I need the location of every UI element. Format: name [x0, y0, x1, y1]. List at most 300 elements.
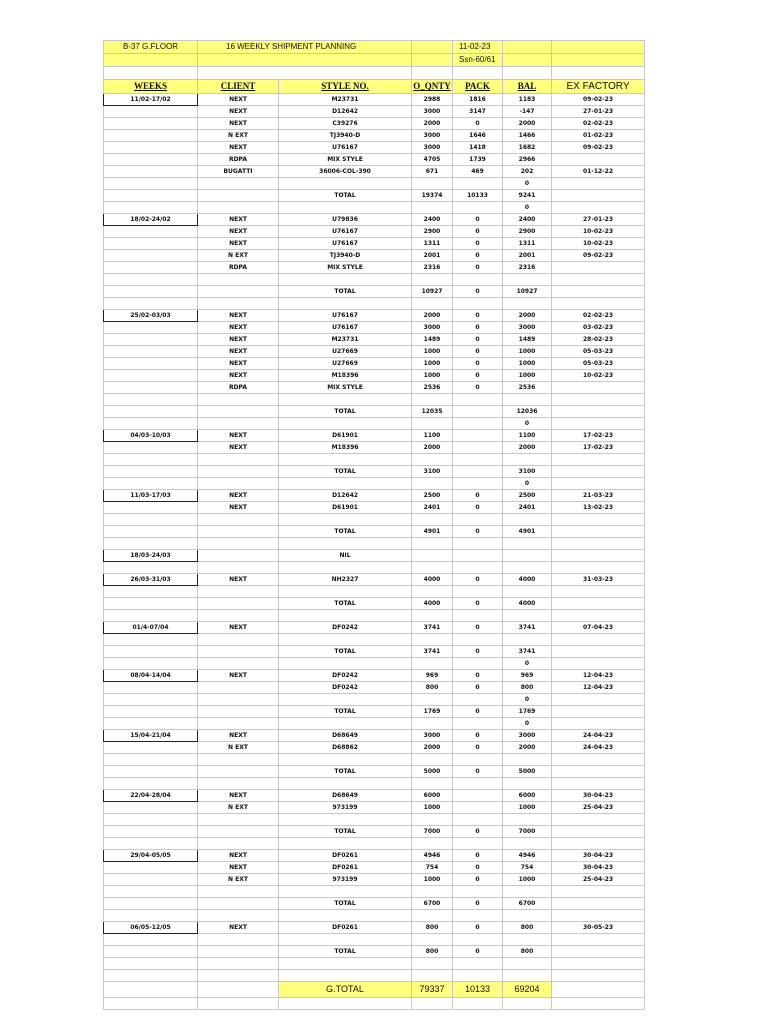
- cell-qty[interactable]: [412, 634, 453, 646]
- cell-style[interactable]: D12642: [279, 490, 412, 502]
- cell-pack[interactable]: [453, 814, 503, 826]
- cell-exfactory[interactable]: [552, 958, 645, 970]
- cell-exfactory[interactable]: 02-02-23: [552, 118, 645, 130]
- cell-week[interactable]: [104, 838, 198, 850]
- cell-client[interactable]: [198, 526, 279, 538]
- cell-style[interactable]: [279, 586, 412, 598]
- cell-exfactory[interactable]: [552, 718, 645, 730]
- cell-qty[interactable]: 1000: [412, 874, 453, 886]
- cell-bal[interactable]: 10927: [503, 286, 552, 298]
- cell-week[interactable]: [104, 154, 198, 166]
- cell-exfactory[interactable]: 21-03-23: [552, 490, 645, 502]
- cell-client[interactable]: NEXT: [198, 358, 279, 370]
- cell-qty[interactable]: 3000: [412, 730, 453, 742]
- empty-cell[interactable]: [503, 67, 552, 80]
- cell-week[interactable]: [104, 694, 198, 706]
- cell-qty[interactable]: [412, 958, 453, 970]
- cell-qty[interactable]: [412, 838, 453, 850]
- cell-bal[interactable]: 6700: [503, 898, 552, 910]
- cell-week[interactable]: [104, 406, 198, 418]
- cell-style[interactable]: NH2327: [279, 574, 412, 586]
- cell-pack[interactable]: 1418: [453, 142, 503, 154]
- cell-pack[interactable]: [453, 406, 503, 418]
- cell-week[interactable]: [104, 394, 198, 406]
- cell-exfactory[interactable]: [552, 646, 645, 658]
- cell-style[interactable]: [279, 514, 412, 526]
- cell-bal[interactable]: 1769: [503, 706, 552, 718]
- cell-pack[interactable]: 0: [453, 874, 503, 886]
- cell-style[interactable]: U76167: [279, 238, 412, 250]
- cell-qty[interactable]: 2001: [412, 250, 453, 262]
- cell-pack[interactable]: 0: [453, 670, 503, 682]
- cell-style[interactable]: M23731: [279, 334, 412, 346]
- cell-exfactory[interactable]: [552, 946, 645, 958]
- cell-qty[interactable]: 2988: [412, 94, 453, 106]
- cell-client[interactable]: NEXT: [198, 442, 279, 454]
- cell-bal[interactable]: [503, 754, 552, 766]
- cell-qty[interactable]: 800: [412, 922, 453, 934]
- cell-qty[interactable]: 3100: [412, 466, 453, 478]
- cell-qty[interactable]: [412, 754, 453, 766]
- cell-client[interactable]: [198, 826, 279, 838]
- cell-week[interactable]: [104, 142, 198, 154]
- cell-week[interactable]: 04/03-10/03: [104, 430, 198, 442]
- cell-client[interactable]: [198, 658, 279, 670]
- cell-pack[interactable]: [453, 430, 503, 442]
- col-bal-header[interactable]: BAL: [503, 80, 552, 94]
- cell-bal[interactable]: 2500: [503, 490, 552, 502]
- cell-bal[interactable]: 1682: [503, 142, 552, 154]
- cell-client[interactable]: NEXT: [198, 226, 279, 238]
- cell-bal[interactable]: 2536: [503, 382, 552, 394]
- cell-bal[interactable]: 1000: [503, 358, 552, 370]
- cell-bal[interactable]: [503, 838, 552, 850]
- cell-style[interactable]: [279, 274, 412, 286]
- cell-bal[interactable]: 0: [503, 718, 552, 730]
- cell-client[interactable]: [198, 514, 279, 526]
- cell-style[interactable]: [279, 394, 412, 406]
- cell-pack[interactable]: 0: [453, 946, 503, 958]
- cell-pack[interactable]: 0: [453, 922, 503, 934]
- empty-cell[interactable]: [552, 41, 645, 54]
- cell-client[interactable]: [198, 910, 279, 922]
- cell-qty[interactable]: 3000: [412, 322, 453, 334]
- cell-week[interactable]: [104, 658, 198, 670]
- cell-pack[interactable]: 0: [453, 490, 503, 502]
- cell-week[interactable]: [104, 322, 198, 334]
- cell-exfactory[interactable]: 30-04-23: [552, 850, 645, 862]
- cell-style[interactable]: [279, 658, 412, 670]
- cell-pack[interactable]: [453, 454, 503, 466]
- cell-week[interactable]: [104, 706, 198, 718]
- grand-total-bal[interactable]: 69204: [503, 982, 552, 998]
- cell-qty[interactable]: 7000: [412, 826, 453, 838]
- empty-cell[interactable]: [412, 998, 453, 1010]
- cell-style[interactable]: [279, 814, 412, 826]
- cell-qty[interactable]: 1769: [412, 706, 453, 718]
- cell-client[interactable]: NEXT: [198, 142, 279, 154]
- cell-week[interactable]: [104, 442, 198, 454]
- cell-style[interactable]: DF0242: [279, 682, 412, 694]
- cell-bal[interactable]: [503, 958, 552, 970]
- cell-style[interactable]: D68649: [279, 790, 412, 802]
- cell-exfactory[interactable]: 03-02-23: [552, 322, 645, 334]
- cell-week[interactable]: [104, 682, 198, 694]
- cell-exfactory[interactable]: [552, 514, 645, 526]
- cell-exfactory[interactable]: 25-04-23: [552, 802, 645, 814]
- cell-pack[interactable]: [453, 274, 503, 286]
- cell-pack[interactable]: 0: [453, 574, 503, 586]
- cell-pack[interactable]: 0: [453, 898, 503, 910]
- cell-bal[interactable]: 1311: [503, 238, 552, 250]
- cell-exfactory[interactable]: [552, 550, 645, 562]
- cell-client[interactable]: [198, 778, 279, 790]
- cell-qty[interactable]: [412, 562, 453, 574]
- cell-pack[interactable]: 0: [453, 226, 503, 238]
- cell-qty[interactable]: 3741: [412, 622, 453, 634]
- cell-pack[interactable]: 0: [453, 622, 503, 634]
- empty-cell[interactable]: [412, 67, 453, 80]
- cell-exfactory[interactable]: [552, 826, 645, 838]
- cell-week[interactable]: [104, 934, 198, 946]
- cell-pack[interactable]: [453, 514, 503, 526]
- cell-client[interactable]: [198, 814, 279, 826]
- cell-client[interactable]: N EXT: [198, 742, 279, 754]
- cell-week[interactable]: 15/04-21/04: [104, 730, 198, 742]
- cell-week[interactable]: [104, 766, 198, 778]
- cell-style[interactable]: M23731: [279, 94, 412, 106]
- cell-bal[interactable]: [503, 298, 552, 310]
- cell-style[interactable]: TOTAL: [279, 598, 412, 610]
- empty-cell[interactable]: [198, 982, 279, 998]
- cell-client[interactable]: NEXT: [198, 790, 279, 802]
- cell-client[interactable]: NEXT: [198, 118, 279, 130]
- cell-pack[interactable]: 10133: [453, 190, 503, 202]
- empty-cell[interactable]: [198, 998, 279, 1010]
- cell-client[interactable]: [198, 466, 279, 478]
- cell-qty[interactable]: 1000: [412, 370, 453, 382]
- cell-bal[interactable]: 3000: [503, 730, 552, 742]
- cell-week[interactable]: [104, 970, 198, 982]
- cell-exfactory[interactable]: 02-02-23: [552, 310, 645, 322]
- cell-client[interactable]: [198, 634, 279, 646]
- cell-week[interactable]: [104, 166, 198, 178]
- cell-bal[interactable]: 2966: [503, 154, 552, 166]
- cell-style[interactable]: DF0242: [279, 622, 412, 634]
- cell-style[interactable]: [279, 298, 412, 310]
- cell-exfactory[interactable]: 17-02-23: [552, 430, 645, 442]
- cell-exfactory[interactable]: [552, 190, 645, 202]
- cell-week[interactable]: 01/4-07/04: [104, 622, 198, 634]
- cell-style[interactable]: U79836: [279, 214, 412, 226]
- cell-style[interactable]: 36006-COL-390: [279, 166, 412, 178]
- cell-style[interactable]: MIX STYLE: [279, 382, 412, 394]
- cell-pack[interactable]: 0: [453, 646, 503, 658]
- cell-client[interactable]: [198, 586, 279, 598]
- cell-bal[interactable]: 1000: [503, 802, 552, 814]
- cell-pack[interactable]: [453, 838, 503, 850]
- cell-client[interactable]: [198, 274, 279, 286]
- cell-client[interactable]: [198, 406, 279, 418]
- cell-qty[interactable]: [412, 178, 453, 190]
- cell-style[interactable]: [279, 718, 412, 730]
- cell-week[interactable]: 06/05-12/05: [104, 922, 198, 934]
- cell-week[interactable]: [104, 514, 198, 526]
- cell-bal[interactable]: 4901: [503, 526, 552, 538]
- cell-client[interactable]: N EXT: [198, 250, 279, 262]
- cell-pack[interactable]: 0: [453, 358, 503, 370]
- cell-client[interactable]: [198, 394, 279, 406]
- empty-cell[interactable]: [104, 54, 198, 67]
- cell-week[interactable]: [104, 454, 198, 466]
- cell-qty[interactable]: [412, 394, 453, 406]
- cell-client[interactable]: [198, 646, 279, 658]
- cell-week[interactable]: [104, 778, 198, 790]
- cell-style[interactable]: TOTAL: [279, 898, 412, 910]
- cell-client[interactable]: [198, 178, 279, 190]
- cell-week[interactable]: [104, 382, 198, 394]
- cell-qty[interactable]: [412, 814, 453, 826]
- cell-exfactory[interactable]: [552, 382, 645, 394]
- col-style-header[interactable]: STYLE NO.: [279, 80, 412, 94]
- cell-qty[interactable]: [412, 718, 453, 730]
- cell-qty[interactable]: 1000: [412, 346, 453, 358]
- cell-style[interactable]: TOTAL: [279, 946, 412, 958]
- cell-qty[interactable]: 2000: [412, 118, 453, 130]
- cell-week[interactable]: [104, 802, 198, 814]
- cell-style[interactable]: U27669: [279, 346, 412, 358]
- cell-pack[interactable]: 0: [453, 826, 503, 838]
- cell-bal[interactable]: [503, 514, 552, 526]
- cell-qty[interactable]: 1100: [412, 430, 453, 442]
- cell-qty[interactable]: 2400: [412, 214, 453, 226]
- cell-pack[interactable]: [453, 538, 503, 550]
- cell-style[interactable]: U76167: [279, 142, 412, 154]
- cell-qty[interactable]: [412, 778, 453, 790]
- cell-exfactory[interactable]: 30-04-23: [552, 862, 645, 874]
- cell-exfactory[interactable]: [552, 598, 645, 610]
- cell-week[interactable]: [104, 562, 198, 574]
- cell-pack[interactable]: [453, 442, 503, 454]
- cell-week[interactable]: [104, 202, 198, 214]
- cell-client[interactable]: [198, 418, 279, 430]
- cell-exfactory[interactable]: 17-02-23: [552, 442, 645, 454]
- cell-qty[interactable]: 754: [412, 862, 453, 874]
- cell-week[interactable]: [104, 862, 198, 874]
- cell-exfactory[interactable]: [552, 934, 645, 946]
- cell-client[interactable]: NEXT: [198, 322, 279, 334]
- cell-client[interactable]: [198, 970, 279, 982]
- cell-bal[interactable]: 2000: [503, 310, 552, 322]
- cell-pack[interactable]: 0: [453, 382, 503, 394]
- cell-client[interactable]: NEXT: [198, 430, 279, 442]
- cell-style[interactable]: DF0261: [279, 850, 412, 862]
- cell-pack[interactable]: 0: [453, 730, 503, 742]
- cell-client[interactable]: N EXT: [198, 130, 279, 142]
- cell-pack[interactable]: [453, 298, 503, 310]
- cell-week[interactable]: [104, 106, 198, 118]
- cell-pack[interactable]: [453, 910, 503, 922]
- col-pack-header[interactable]: PACK: [453, 80, 503, 94]
- cell-qty[interactable]: 4705: [412, 154, 453, 166]
- cell-week[interactable]: [104, 334, 198, 346]
- cell-exfactory[interactable]: 01-12-22: [552, 166, 645, 178]
- cell-client[interactable]: NEXT: [198, 490, 279, 502]
- cell-week[interactable]: [104, 130, 198, 142]
- cell-pack[interactable]: [453, 202, 503, 214]
- cell-qty[interactable]: 800: [412, 946, 453, 958]
- cell-bal[interactable]: 2000: [503, 742, 552, 754]
- cell-style[interactable]: TOTAL: [279, 646, 412, 658]
- cell-exfactory[interactable]: [552, 466, 645, 478]
- cell-style[interactable]: [279, 958, 412, 970]
- cell-client[interactable]: [198, 754, 279, 766]
- cell-qty[interactable]: [412, 934, 453, 946]
- cell-pack[interactable]: 1816: [453, 94, 503, 106]
- cell-pack[interactable]: [453, 550, 503, 562]
- cell-client[interactable]: RDPA: [198, 154, 279, 166]
- cell-qty[interactable]: [412, 418, 453, 430]
- cell-style[interactable]: [279, 838, 412, 850]
- cell-client[interactable]: NEXT: [198, 670, 279, 682]
- cell-style[interactable]: TJ3940-D: [279, 250, 412, 262]
- cell-qty[interactable]: 3000: [412, 130, 453, 142]
- cell-exfactory[interactable]: [552, 814, 645, 826]
- cell-pack[interactable]: 0: [453, 742, 503, 754]
- cell-qty[interactable]: 2316: [412, 262, 453, 274]
- cell-bal[interactable]: 202: [503, 166, 552, 178]
- cell-exfactory[interactable]: 10-02-23: [552, 238, 645, 250]
- cell-qty[interactable]: 4901: [412, 526, 453, 538]
- cell-client[interactable]: NEXT: [198, 730, 279, 742]
- empty-cell[interactable]: [412, 54, 453, 67]
- cell-bal[interactable]: 1000: [503, 874, 552, 886]
- cell-bal[interactable]: 754: [503, 862, 552, 874]
- cell-week[interactable]: 25/02-03/03: [104, 310, 198, 322]
- cell-week[interactable]: [104, 286, 198, 298]
- cell-exfactory[interactable]: [552, 454, 645, 466]
- cell-bal[interactable]: [503, 934, 552, 946]
- cell-qty[interactable]: 2401: [412, 502, 453, 514]
- cell-client[interactable]: [198, 706, 279, 718]
- cell-qty[interactable]: 3000: [412, 106, 453, 118]
- cell-style[interactable]: [279, 634, 412, 646]
- cell-qty[interactable]: 2000: [412, 742, 453, 754]
- cell-style[interactable]: [279, 202, 412, 214]
- cell-exfactory[interactable]: 28-02-23: [552, 334, 645, 346]
- cell-style[interactable]: 973199: [279, 802, 412, 814]
- cell-pack[interactable]: 0: [453, 214, 503, 226]
- cell-exfactory[interactable]: [552, 898, 645, 910]
- cell-week[interactable]: [104, 814, 198, 826]
- cell-week[interactable]: [104, 226, 198, 238]
- cell-week[interactable]: [104, 946, 198, 958]
- season-cell[interactable]: Ssn-60/61: [453, 54, 503, 67]
- col-weeks-header[interactable]: WEEKS: [104, 80, 198, 94]
- cell-pack[interactable]: 0: [453, 322, 503, 334]
- cell-qty[interactable]: [412, 610, 453, 622]
- empty-cell[interactable]: [453, 67, 503, 80]
- cell-week[interactable]: [104, 826, 198, 838]
- col-exfactory-header[interactable]: EX FACTORY: [552, 80, 645, 94]
- cell-qty[interactable]: 4946: [412, 850, 453, 862]
- cell-client[interactable]: [198, 694, 279, 706]
- cell-bal[interactable]: [503, 634, 552, 646]
- cell-bal[interactable]: 1466: [503, 130, 552, 142]
- cell-pack[interactable]: 0: [453, 682, 503, 694]
- cell-style[interactable]: TOTAL: [279, 526, 412, 538]
- cell-qty[interactable]: [412, 514, 453, 526]
- cell-pack[interactable]: 0: [453, 706, 503, 718]
- empty-cell[interactable]: [198, 54, 412, 67]
- cell-pack[interactable]: 0: [453, 310, 503, 322]
- cell-exfactory[interactable]: [552, 754, 645, 766]
- cell-style[interactable]: U76167: [279, 310, 412, 322]
- cell-bal[interactable]: 5000: [503, 766, 552, 778]
- cell-bal[interactable]: 0: [503, 178, 552, 190]
- cell-pack[interactable]: 0: [453, 766, 503, 778]
- cell-exfactory[interactable]: [552, 886, 645, 898]
- cell-client[interactable]: [198, 538, 279, 550]
- cell-pack[interactable]: [453, 958, 503, 970]
- grand-total-label[interactable]: G.TOTAL: [279, 982, 412, 998]
- cell-exfactory[interactable]: 09-02-23: [552, 94, 645, 106]
- cell-style[interactable]: M18396: [279, 442, 412, 454]
- cell-client[interactable]: RDPA: [198, 262, 279, 274]
- empty-cell[interactable]: [412, 41, 453, 54]
- cell-bal[interactable]: 7000: [503, 826, 552, 838]
- cell-week[interactable]: 18/03-24/03: [104, 550, 198, 562]
- cell-bal[interactable]: 4000: [503, 574, 552, 586]
- cell-bal[interactable]: 4946: [503, 850, 552, 862]
- empty-cell[interactable]: [279, 998, 412, 1010]
- cell-bal[interactable]: 2401: [503, 502, 552, 514]
- cell-pack[interactable]: 469: [453, 166, 503, 178]
- cell-client[interactable]: NEXT: [198, 346, 279, 358]
- cell-bal[interactable]: 1183: [503, 94, 552, 106]
- cell-client[interactable]: [198, 610, 279, 622]
- cell-week[interactable]: [104, 346, 198, 358]
- cell-week[interactable]: [104, 298, 198, 310]
- cell-pack[interactable]: [453, 394, 503, 406]
- cell-week[interactable]: [104, 646, 198, 658]
- cell-exfactory[interactable]: [552, 634, 645, 646]
- cell-week[interactable]: [104, 274, 198, 286]
- cell-bal[interactable]: 2000: [503, 442, 552, 454]
- cell-bal[interactable]: [503, 394, 552, 406]
- cell-bal[interactable]: 2001: [503, 250, 552, 262]
- cell-client[interactable]: [198, 454, 279, 466]
- cell-style[interactable]: TJ3940-D: [279, 130, 412, 142]
- cell-exfactory[interactable]: 05-03-23: [552, 358, 645, 370]
- cell-exfactory[interactable]: [552, 394, 645, 406]
- cell-exfactory[interactable]: [552, 154, 645, 166]
- cell-pack[interactable]: [453, 790, 503, 802]
- cell-week[interactable]: [104, 718, 198, 730]
- cell-exfactory[interactable]: [552, 610, 645, 622]
- cell-client[interactable]: BUGATTI: [198, 166, 279, 178]
- cell-bal[interactable]: 2000: [503, 118, 552, 130]
- empty-cell[interactable]: [552, 67, 645, 80]
- cell-exfactory[interactable]: [552, 298, 645, 310]
- cell-exfactory[interactable]: 30-04-23: [552, 790, 645, 802]
- cell-pack[interactable]: 0: [453, 334, 503, 346]
- cell-qty[interactable]: 1000: [412, 358, 453, 370]
- cell-client[interactable]: [198, 286, 279, 298]
- cell-week[interactable]: [104, 586, 198, 598]
- cell-qty[interactable]: [412, 886, 453, 898]
- cell-pack[interactable]: [453, 886, 503, 898]
